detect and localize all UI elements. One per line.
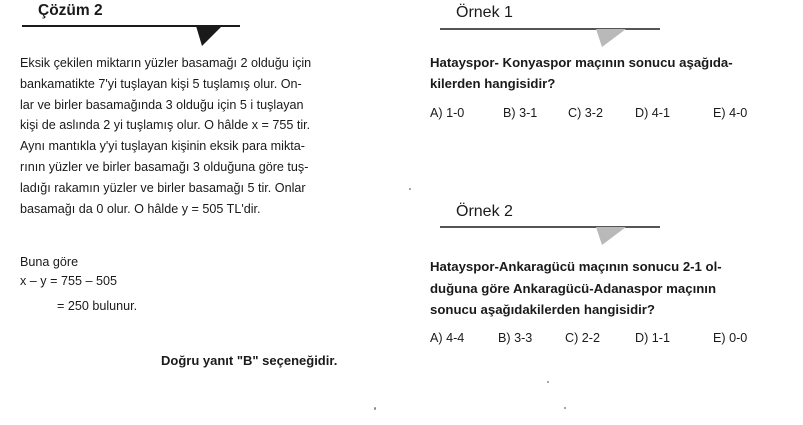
paragraph-line: lar ve birler basamağında 3 olduğu için 5 i tuşlayan — [20, 97, 304, 112]
solution-paragraph — [20, 53, 311, 219]
scan-speck — [547, 381, 549, 383]
question-line: Hatayspor- Konyaspor maçının sonucu aşağıda- — [430, 55, 733, 70]
example-1-wedge-decoration — [596, 29, 626, 47]
scan-speck — [564, 407, 566, 409]
paragraph-line: bankamatikte 7'yi tuşlayan kişi 5 tuşlamış olur. On- — [20, 76, 302, 91]
scan-speck — [374, 407, 376, 410]
option-c[interactable]: C) 3-2 — [568, 106, 603, 120]
example-2-options — [430, 331, 800, 347]
example-1-heading-block — [456, 4, 513, 22]
example-1-rule — [440, 28, 660, 30]
option-c[interactable]: C) 2-2 — [565, 331, 600, 345]
answer-text: Doğru yanıt "B" seçeneğidir. — [161, 353, 338, 368]
question-line: kilerden hangisidir? — [430, 76, 556, 91]
equation-line-1: x – y = 755 – 505 — [20, 274, 117, 288]
option-b[interactable]: B) 3-3 — [498, 331, 533, 345]
option-d[interactable]: D) 4-1 — [635, 106, 670, 120]
solution-heading: Çözüm 2 — [38, 2, 103, 19]
option-a[interactable]: A) 1-0 — [430, 106, 465, 120]
paragraph-line: basamağı da 0 olur. O hâlde y = 505 TL'dir. — [20, 201, 261, 216]
option-e[interactable]: E) 4-0 — [713, 106, 748, 120]
example-1-heading: Örnek 1 — [456, 4, 513, 21]
paragraph-line: Eksik çekilen miktarın yüzler basamağı 2 olduğu için — [20, 56, 312, 70]
buna-gore-text: Buna göre — [20, 255, 79, 269]
example-1-options — [430, 106, 800, 122]
scan-speck — [409, 188, 411, 190]
paragraph-line: ladığı rakamın yüzler ve birler basamağı 5 tir. Onlar — [20, 180, 306, 195]
example-2-wedge-decoration — [596, 227, 626, 245]
example-1-question — [430, 52, 733, 94]
example-2-heading: Örnek 2 — [456, 203, 513, 220]
paragraph-line: kişi de aslında 2 yi tuşlamış olur. O hâlde x = 755 tir. — [20, 118, 311, 133]
option-e[interactable]: E) 0-0 — [713, 331, 748, 345]
paragraph-line: Aynı mantıkla y'yi tuşlayan kişinin eksik para mikta- — [20, 139, 305, 154]
question-line: sonucu aşağıdakilerden hangisidir? — [430, 302, 655, 317]
example-2-question — [430, 256, 722, 321]
equation-line-2: = 250 bulunur. — [57, 299, 138, 313]
solution-heading-block — [38, 2, 103, 20]
example-2-heading-block — [456, 203, 513, 221]
question-line: Hatayspor-Ankaragücü maçının sonucu 2-1 ol- — [430, 259, 722, 274]
option-a[interactable]: A) 4-4 — [430, 331, 465, 345]
paragraph-line: rının yüzler ve birler basamağı 3 olduğuna göre tuş- — [20, 159, 309, 174]
example-2-rule — [440, 226, 660, 228]
question-line: duğuna göre Ankaragücü-Adanaspor maçının — [430, 280, 717, 296]
option-d[interactable]: D) 1-1 — [635, 331, 670, 345]
heading-wedge-decoration — [196, 26, 222, 46]
option-b[interactable]: B) 3-1 — [503, 106, 538, 120]
